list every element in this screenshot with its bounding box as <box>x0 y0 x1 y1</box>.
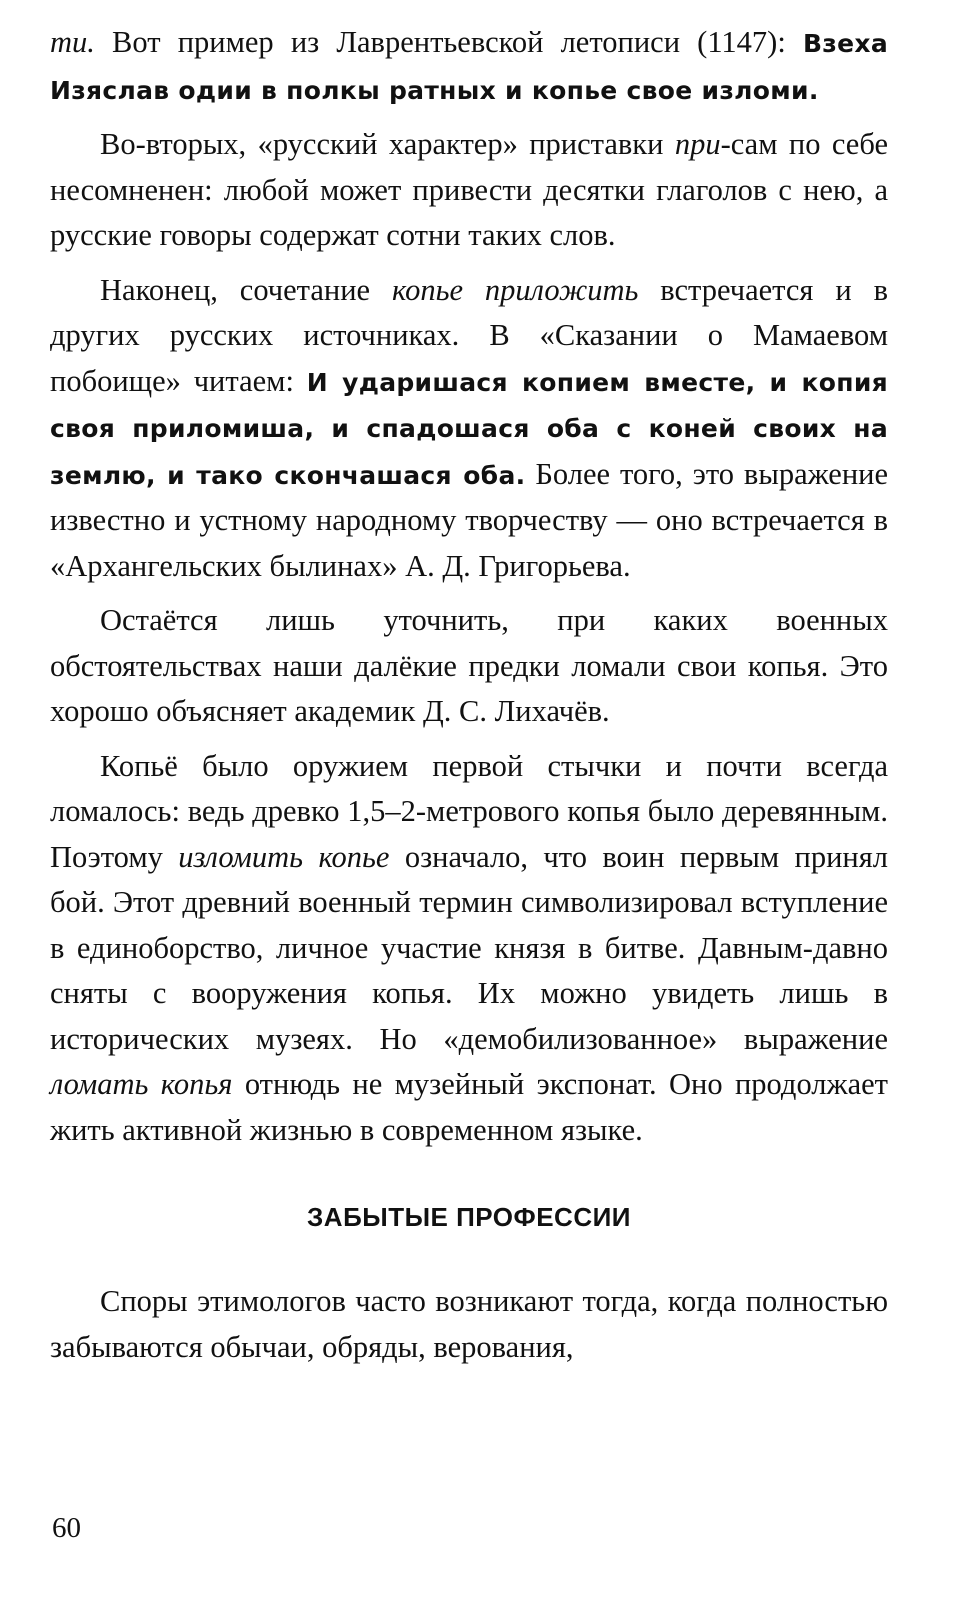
paragraph-text: Наконец, сочетание <box>100 272 392 307</box>
paragraph-text: Споры этимологов часто возникают тогда, когда полностью забываются обычаи, обряды, верования, <box>50 1284 888 1364</box>
paragraph-prefix <box>50 122 888 259</box>
paragraph-likhachev <box>50 598 888 735</box>
paragraph-text: означало, что воин первым принял бой. Этот древний военный термин символизировал вступление в единоборство, личное участие князя в битве. Давным-давно сняты с вооружения копья. Их можно увидеть лишь в исторических музеях. Но «демобилизованное» выражение <box>50 839 888 1056</box>
paragraph-text: Остаётся лишь уточнить, при каких военных обстоятельствах наши далёкие предки ломали свои копья. Это хорошо объясняет академик Д. С. Лихачёв. <box>50 603 888 728</box>
book-page <box>50 20 888 1370</box>
italic-term: изломить копье <box>178 839 390 874</box>
word-fragment: ти. <box>50 25 95 59</box>
old-slavonic-quote: И ударишася копием вместе, и копия своя приломиша, и спадошася оба с коней своих на землю, и тако скончашася оба. <box>50 367 888 490</box>
italic-term: ломать копья <box>50 1067 233 1101</box>
paragraph-chronicle-quote <box>50 20 888 113</box>
italic-term: при- <box>674 127 731 161</box>
paragraph-text: встречается и в других русских источниках. В «Сказании о Мамаевом побоище» читаем: <box>50 272 888 398</box>
paragraph-text: сам по себе несомненен: любой может привести десятки глаголов с нею, а русские говоры содержат сотни таких слов. <box>50 127 888 252</box>
paragraph-spear <box>50 744 888 1154</box>
paragraph-text: Во-вторых, «русский характер» приставки <box>100 127 675 161</box>
italic-term: копье приложить <box>392 272 639 307</box>
paragraph-other-sources <box>50 268 888 590</box>
page-number: 60 <box>52 1512 81 1544</box>
paragraph-text: Вот пример из Лаврентьевской летописи (1147): <box>94 25 803 59</box>
old-slavonic-quote: Взеха Изяслав одии в полкы ратных и копье свое изломи. <box>50 29 888 105</box>
paragraph-text: отнюдь не музейный экспонат. Оно продолжает жить активной жизнью в современном языке. <box>50 1067 888 1147</box>
paragraph-etymologists <box>50 1279 888 1370</box>
section-heading: ЗАБЫТЫЕ ПРОФЕССИИ <box>307 1202 631 1232</box>
paragraph-text: Копьё было оружием первой стычки и почти всегда ломалось: ведь древко 1,5–2-метрового копья было деревянным. Поэтому <box>50 748 888 874</box>
paragraph-text: Более того, это выражение известно и устному народному творчеству — оно встречается в «Архангельских былинах» А. Д. Григорьева. <box>50 456 889 583</box>
